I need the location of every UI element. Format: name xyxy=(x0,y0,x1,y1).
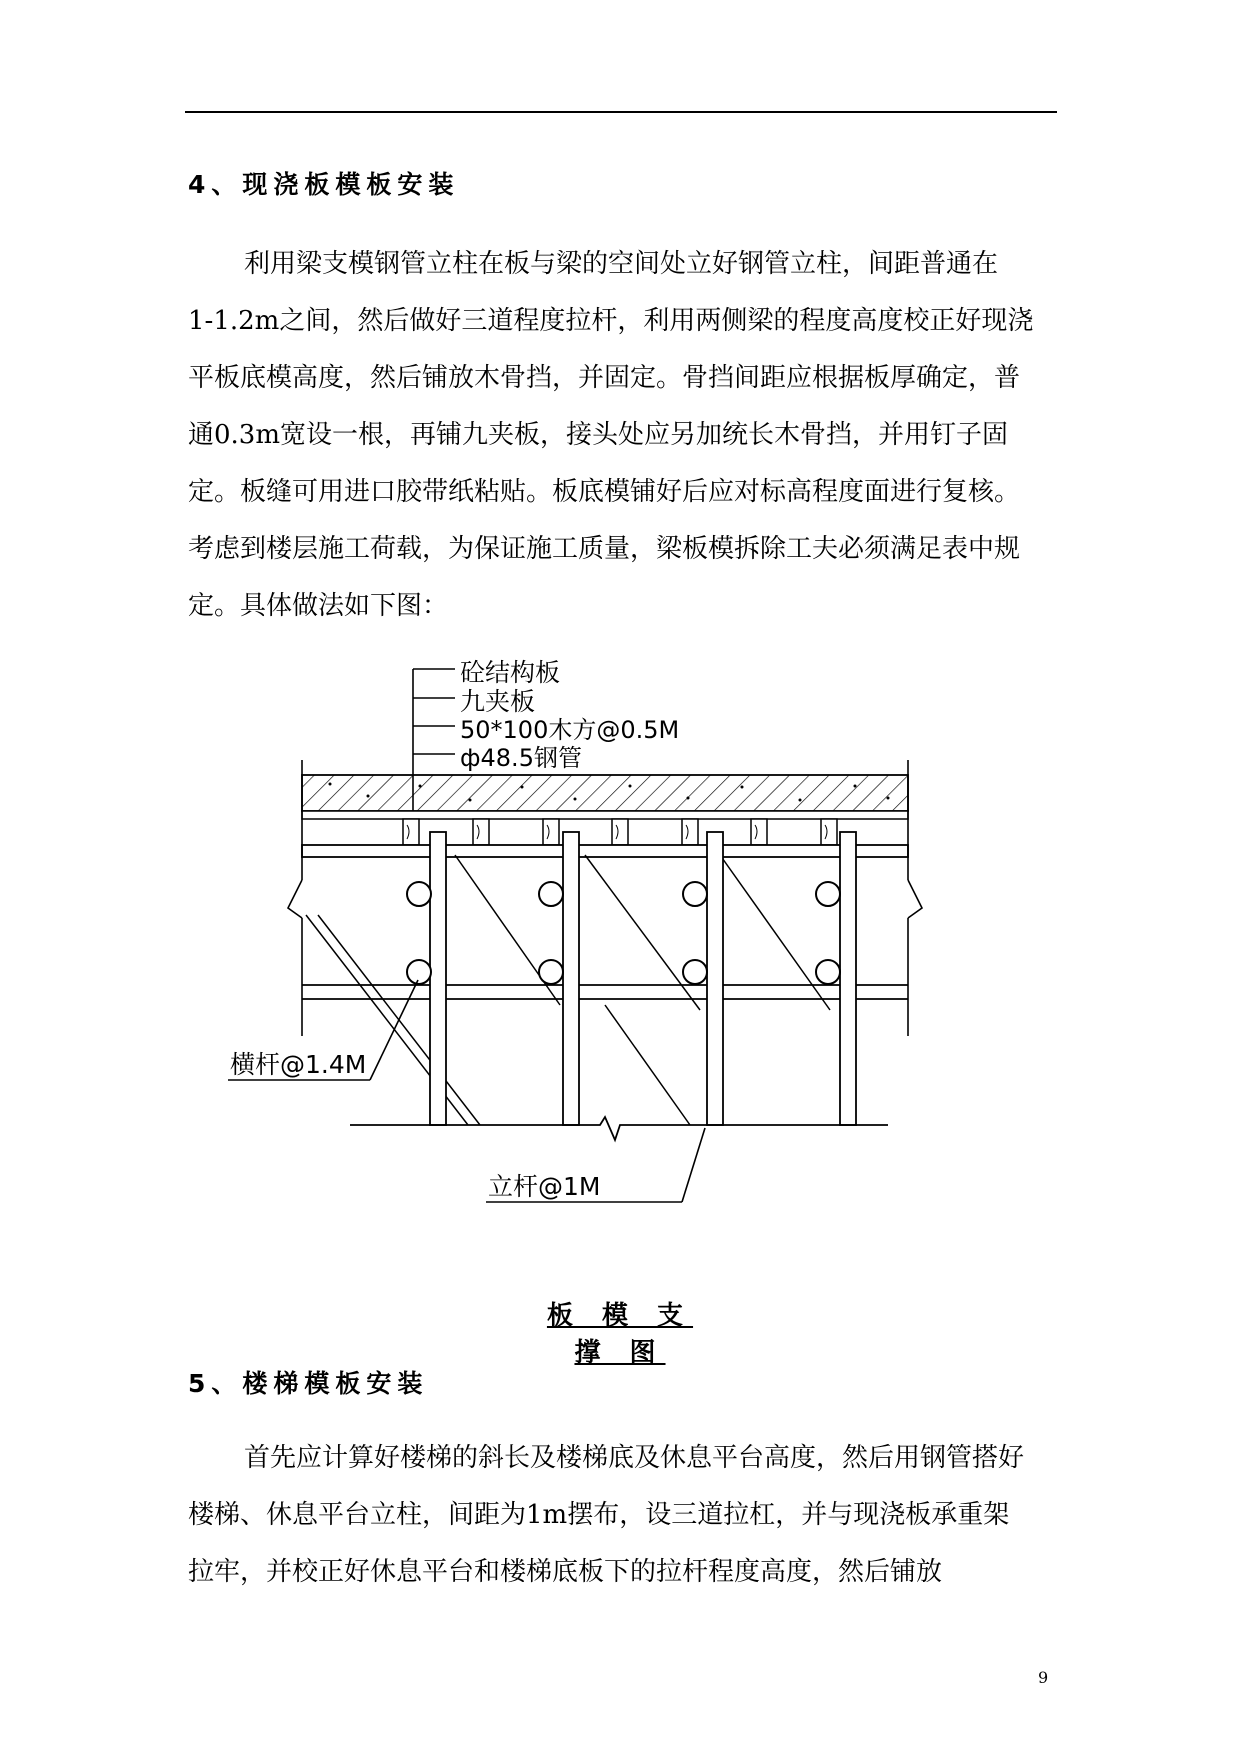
top-ledger xyxy=(302,845,908,857)
timber-joist xyxy=(751,819,767,845)
timber-joists xyxy=(403,819,837,845)
section-5-paragraph xyxy=(188,1430,1058,1601)
paragraph-line: 考虑到楼层施工荷载，为保证施工质量，梁板模拆除工夫必须满足表中规 xyxy=(188,534,1021,564)
tube-section xyxy=(539,960,563,984)
plywood-layer xyxy=(302,811,908,819)
paragraph-line: 1-1.2m之间，然后做好三道程度拉杆，利用两侧梁的程度高度校正好现浇 xyxy=(188,306,1034,336)
tube-section xyxy=(816,960,840,984)
vertical-post xyxy=(840,832,856,1125)
paragraph-line: 定。具体做法如下图： xyxy=(188,591,449,621)
timber-label: 50*100木方@0.5M xyxy=(460,716,680,744)
vertical-post xyxy=(563,832,579,1125)
section-4-heading: 4、现浇板模板安装 xyxy=(188,170,460,199)
timber-joist xyxy=(682,819,698,845)
timber-joist xyxy=(612,819,628,845)
vertical-posts xyxy=(430,832,856,1125)
horizontal-bar-label: 横杆@1.4M xyxy=(230,1050,367,1079)
paragraph-line: 利用梁支模钢管立柱在板与梁的空间处立好钢管立柱，间距普通在 xyxy=(244,249,999,279)
concrete-slab-label: 砼结构板 xyxy=(460,658,561,687)
tube-section xyxy=(407,960,431,984)
tube-section xyxy=(816,882,840,906)
page-number: 9 xyxy=(1038,1668,1049,1687)
paragraph-line: 楼梯、休息平台立柱，间距为1m摆布，设三道拉杠，并与现浇板承重架 xyxy=(188,1500,1010,1530)
timber-joist xyxy=(821,819,837,845)
plywood-label: 九夹板 xyxy=(460,687,536,716)
timber-joist xyxy=(473,819,489,845)
paragraph-line: 拉牢，并校正好休息平台和楼梯底板下的拉杆程度高度，然后铺放 xyxy=(188,1557,943,1587)
tube-section xyxy=(407,882,431,906)
paragraph-line: 首先应计算好楼梯的斜长及楼梯底及休息平台高度，然后用钢管搭好 xyxy=(244,1443,1025,1473)
paragraph-line: 平板底模高度，然后铺放木骨挡，并固定。骨挡间距应根据板厚确定，普 xyxy=(188,363,1021,393)
section-5-heading: 5、楼梯模板安装 xyxy=(188,1369,429,1398)
paragraph-line: 定。板缝可用进口胶带纸粘贴。板底模铺好后应对标高程度面进行复核。 xyxy=(188,477,1021,507)
tube-section xyxy=(683,960,707,984)
figure-caption: 板 模 支 撑 图 xyxy=(546,1301,694,1368)
vertical-post xyxy=(707,832,723,1125)
timber-joist xyxy=(403,819,419,845)
vertical-post-label: 立杆@1M xyxy=(488,1172,601,1201)
vertical-post xyxy=(430,832,446,1125)
steel-pipe-label: ф48.5钢管 xyxy=(460,744,582,772)
timber-joist xyxy=(543,819,559,845)
tube-section xyxy=(539,882,563,906)
concrete-slab xyxy=(302,775,908,811)
tube-section xyxy=(683,882,707,906)
paragraph-line: 通0.3m宽设一根，再铺九夹板，接头处应另加统长木骨挡，并用钉子固 xyxy=(188,420,1009,450)
